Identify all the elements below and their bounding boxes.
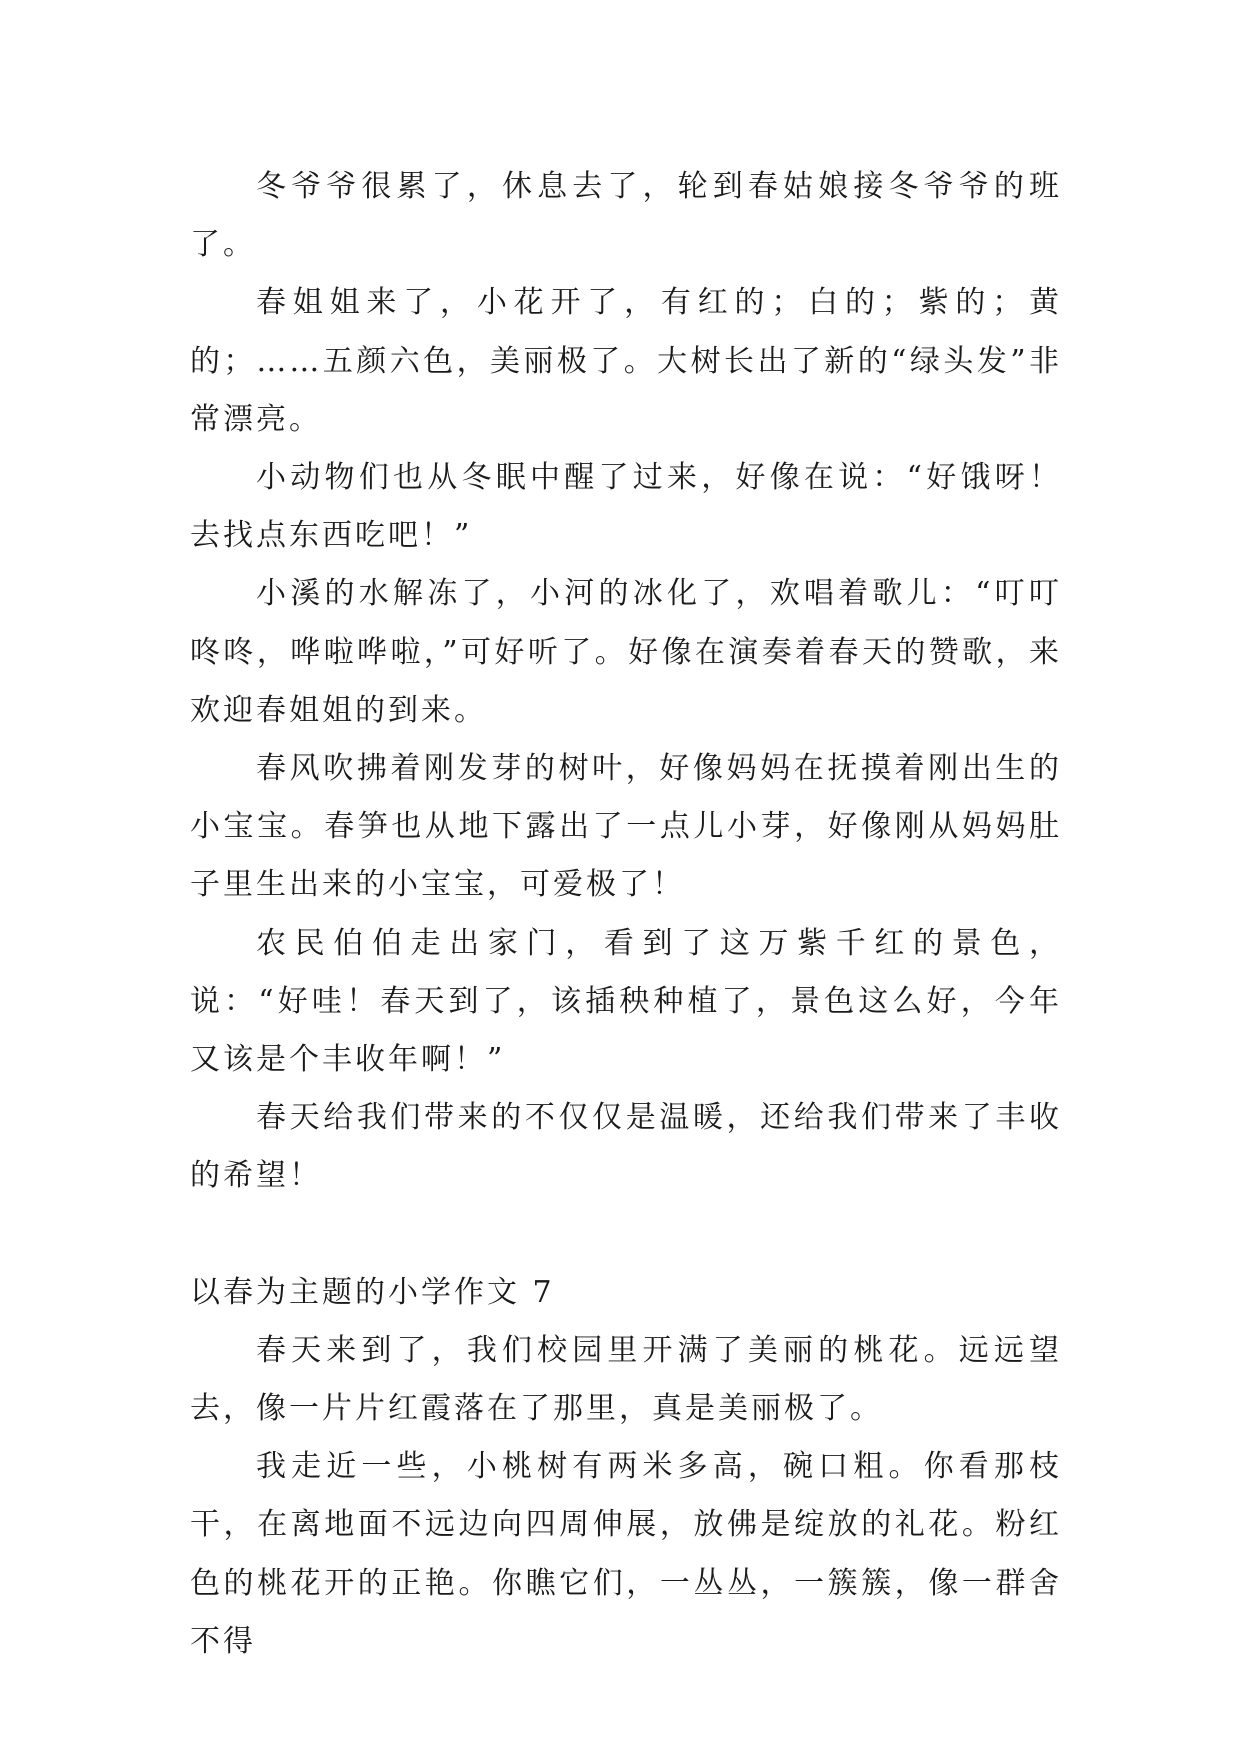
paragraph: 农民伯伯走出家门，看到了这万紫千红的景色，说：“好哇！春天到了，该插秧种植了，景色这么好，今年又该是个丰收年啊！” (190, 925, 1062, 1078)
paragraph: 春天来到了，我们校园里开满了美丽的桃花。远远望去，像一片片红霞落在了那里，真是美丽极了。 (190, 1332, 1062, 1427)
paragraph: 我走近一些，小桃树有两米多高，碗口粗。你看那枝干，在离地面不远边向四周伸展，放佛是绽放的礼花。粉红色的桃花开的正艳。你瞧它们，一丛丛，一簇簇，像一群舍不得 (190, 1449, 1062, 1659)
document-body (190, 158, 1062, 1671)
paragraph: 小溪的水解冻了，小河的冰化了，欢唱着歌儿：“叮叮咚咚，哗啦哗啦，”可好听了。好像在演奏着春天的赞歌，来欢迎春姐姐的到来。 (190, 576, 1062, 728)
section-spacer (190, 1206, 1062, 1264)
paragraph: 小动物们也从冬眠中醒了过来，好像在说：“好饿呀！去找点东西吃吧！” (190, 460, 1062, 554)
paragraph: 春天给我们带来的不仅仅是温暖，还给我们带来了丰收的希望！ (190, 1100, 1062, 1194)
paragraph: 春姐姐来了，小花开了，有红的；白的；紫的；黄的；……五颜六色，美丽极了。大树长出了新的“绿头发”非常漂亮。 (190, 285, 1062, 437)
paragraph: 春风吹拂着刚发芽的树叶，好像妈妈在抚摸着刚出生的小宝宝。春笋也从地下露出了一点儿小芽，好像刚从妈妈肚子里生出来的小宝宝，可爱极了！ (190, 751, 1062, 903)
paragraph: 冬爷爷很累了，休息去了，轮到春姑娘接冬爷爷的班了。 (190, 169, 1062, 263)
section-title: 以春为主题的小学作文 7 (190, 1274, 555, 1310)
